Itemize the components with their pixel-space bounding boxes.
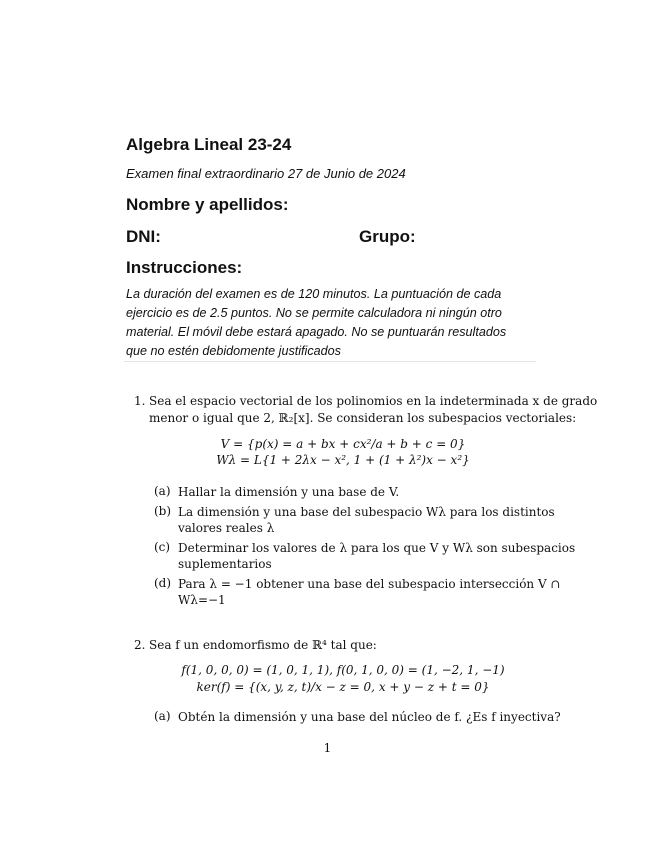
dni-label: DNI: [126,227,161,246]
part-line: Wλ=−1 [178,593,226,607]
header-divider [124,361,536,362]
problem-1-line: menor o igual que 2, ℝ₂[x]. Se consideran los subespacios vectoriales: [149,411,577,425]
part-line: La dimensión y una base del subespacio Wλ para los distintos [178,505,555,519]
grupo-label: Grupo: [359,227,416,246]
problem-1-part-c-label: (c) [154,540,171,554]
problem-2-equation-ker: ker(f) = {(x, y, z, t)/x − z = 0, x + y − z + t = 0} [196,680,490,694]
instructions-line: material. El móvil debe estará apagado. No se puntuarán resultados [126,325,507,339]
problem-2-part-a [178,709,561,725]
instructions-text [126,285,536,361]
instructions-line: ejercicio es de 2.5 puntos. No se permite calculadora ni ningún otro [126,306,502,320]
instructions-line: que no estén debidomente justificados [126,344,341,358]
problem-1-part-a-label: (a) [154,484,171,498]
problem-1-statement [149,393,598,427]
part-line: Para λ = −1 obtener una base del subespacio intersección V ∩ [178,577,561,591]
problem-1-line: Sea el espacio vectorial de los polinomios en la indeterminada x de grado [149,394,598,408]
problem-2-number: 2. [134,638,146,652]
problem-2-equation-f: f(1, 0, 0, 0) = (1, 0, 1, 1), f(0, 1, 0, 0) = (1, −2, 1, −1) [181,663,505,677]
part-line: Determinar los valores de λ para los que V y Wλ son subespacios [178,541,576,555]
page-number: 1 [323,741,332,755]
problem-1-equation-w: Wλ = L{1 + 2λx − x², 1 + (1 + λ²)x − x²} [216,453,470,467]
problem-1-equation-v: V = {p(x) = a + bx + cx²/a + b + c = 0} [220,437,466,451]
part-line: Hallar la dimensión y una base de V. [178,485,400,499]
name-label: Nombre y apellidos: [126,195,289,214]
problem-1-part-b-label: (b) [154,504,172,518]
problem-2-statement [149,637,537,654]
instructions-line: La duración del examen es de 120 minutos. La puntuación de cada [126,287,502,301]
problem-1-part-b [178,504,555,536]
part-line: Obtén la dimensión y una base del núcleo de f. ¿Es f inyectiva? [178,710,561,724]
problem-1-number: 1. [134,394,146,408]
problem-1-part-c [178,540,576,572]
problem-2-line: Sea f un endomorfismo de ℝ⁴ tal que: [149,638,377,652]
problem-1-part-a [178,484,536,500]
part-line: suplementarios [178,557,272,571]
problem-2-part-a-label: (a) [154,709,171,723]
exam-subtitle: Examen final extraordinario 27 de Junio de 2024 [126,166,406,181]
problem-1-part-d-label: (d) [154,576,172,590]
part-line: valores reales λ [178,521,275,535]
problem-1-part-d [178,576,561,608]
instructions-heading: Instrucciones: [126,258,243,277]
exam-title: Algebra Lineal 23-24 [126,135,292,154]
